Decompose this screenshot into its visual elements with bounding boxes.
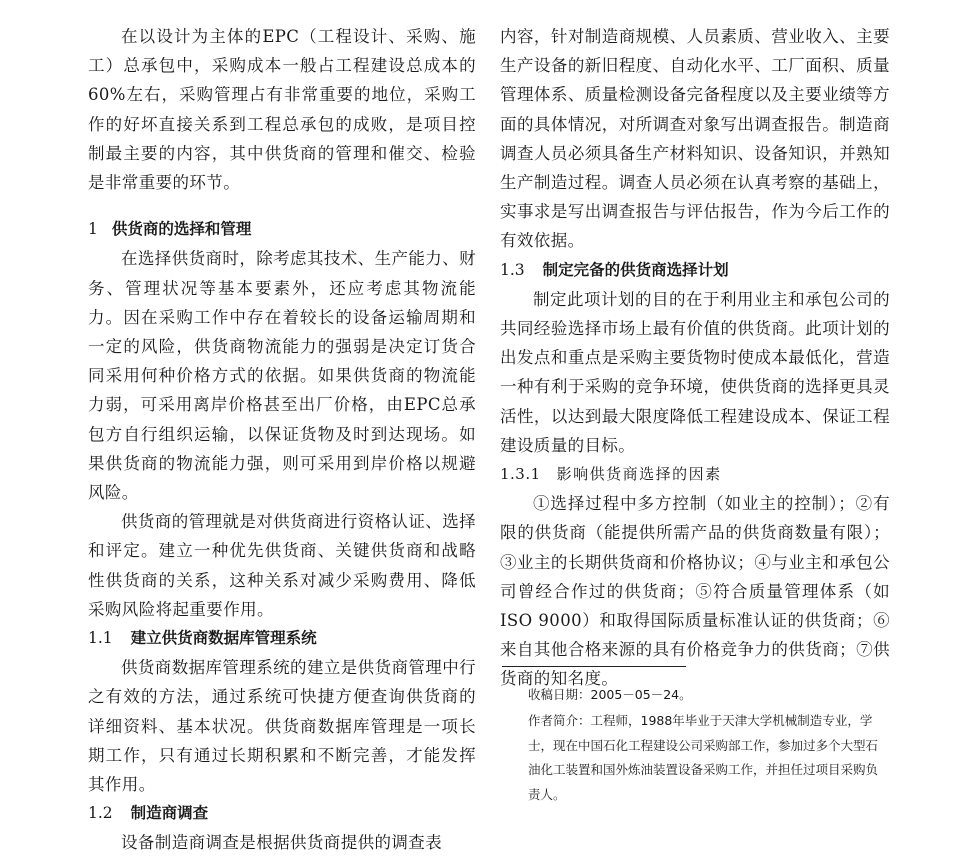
spacer [88, 197, 476, 211]
section-1-paragraph-1: 在选择供货商时，除考虑其技术、生产能力、财务、管理状况等基本要素外，还应考虑其物流能力。因在采购工作中存在着较长的设备运输周期和一定的风险，供货商物流能力的强弱是决定订货合同采用何种价格方式的依据。如果供货商的物流能力弱，可采用离岸价格甚至出厂价格，由EPC总承包方自行组织运输，以保证货物及时到达现场。如果供货商的物流能力强，则可采用到岸价格以规避风险。 [88, 249, 476, 503]
left-column [88, 22, 476, 858]
footnote-received-date: 收稿日期：2005－05－24。 [528, 687, 692, 702]
section-1-1-title: 建立供货商数据库管理系统 [130, 629, 317, 648]
section-1-title: 供货商的选择和管理 [111, 220, 252, 239]
section-1-2-paragraph-start: 设备制造商调查是根据供货商提供的调查表 [121, 833, 443, 853]
section-1-3-paragraph: 制定此项计划的目的在于利用业主和承包公司的共同经验选择市场上最有价值的供货商。此项计划的出发点和重点是采购主要货物时使成本最低化，营造一种有利于采购的竞争环境，使供货商的选择更具灵活性，以达到最大限度降低工程建设成本、保证工程建设质量的目标。 [500, 289, 890, 455]
right-column [500, 22, 890, 694]
section-1-paragraph-2: 供货商的管理就是对供货商进行资格认证、选择和评定。建立一种优先供货商、关键供货商和战略性供货商的关系，这种关系对减少采购费用、降低采购风险将起重要作用。 [88, 512, 476, 619]
section-1-3-number: 1.3 [500, 260, 525, 279]
section-1-2-title: 制造商调查 [130, 804, 209, 823]
section-1-heading [88, 215, 476, 244]
section-1-3-1-number: 1.3.1 [500, 465, 541, 484]
footnote-divider [502, 666, 686, 667]
section-1-2-paragraph-continued: 内容，针对制造商规模、人员素质、营业收入、主要生产设备的新旧程度、自动化水平、工厂面积、质量管理体系、质量检测设备完备程度以及主要业绩等方面的具体情况，对所调查对象写出调查报告。制造商调查人员必须具备生产材料知识、设备知识，并熟知生产制造过程。调查人员必须在认真考察的基础上，实事求是写出调查报告与评估报告，作为今后工作的有效依据。 [500, 27, 890, 251]
section-1-1-number: 1.1 [88, 629, 113, 648]
intro-paragraph: 在以设计为主体的EPC（工程设计、采购、施工）总承包中，采购成本一般占工程建设总成本的60%左右，采购管理占有非常重要的地位，采购工作的好坏直接关系到工程总承包的成败，是项目控制最主要的内容，其中供货商的管理和催交、检验是非常重要的环节。 [88, 27, 476, 193]
section-1-3-1-paragraph: ①选择过程中多方控制（如业主的控制）；②有限的供货商（能提供所需产品的供货商数量有限）；③业主的长期供货商和价格协议；④与业主和承包公司曾经合作过的供货商；⑤符合质量管理体系（如ISO 9000）和取得国际质量标准认证的供货商；⑥来自其他合格来源的具有价格竞争力的供货商；⑦供货商的知名度。 [500, 494, 890, 689]
section-1-3-heading [500, 256, 890, 285]
section-1-number: 1 [88, 220, 98, 239]
section-1-1-paragraph: 供货商数据库管理系统的建立是供货商管理中行之有效的方法，通过系统可快捷方便查询供货商的详细资料、基本状况。供货商数据库管理是一项长期工作，只有通过长期积累和不断完善，才能发挥其作用。 [88, 658, 476, 795]
section-1-3-1-title: 影响供货商选择的因素 [556, 465, 722, 484]
section-1-3-1-heading [500, 460, 890, 489]
section-1-3-title: 制定完备的供货商选择计划 [542, 260, 729, 279]
section-1-1-heading [88, 624, 476, 653]
footnote-author-bio: 作者简介：工程师，1988年毕业于天津大学机械制造专业，学士，现在中国石化工程建设公司采购部工作，参加过多个大型石油化工装置和国外炼油装置设备采购工作，并担任过项目采购负责人。 [528, 713, 879, 802]
section-1-2-number: 1.2 [88, 804, 113, 823]
